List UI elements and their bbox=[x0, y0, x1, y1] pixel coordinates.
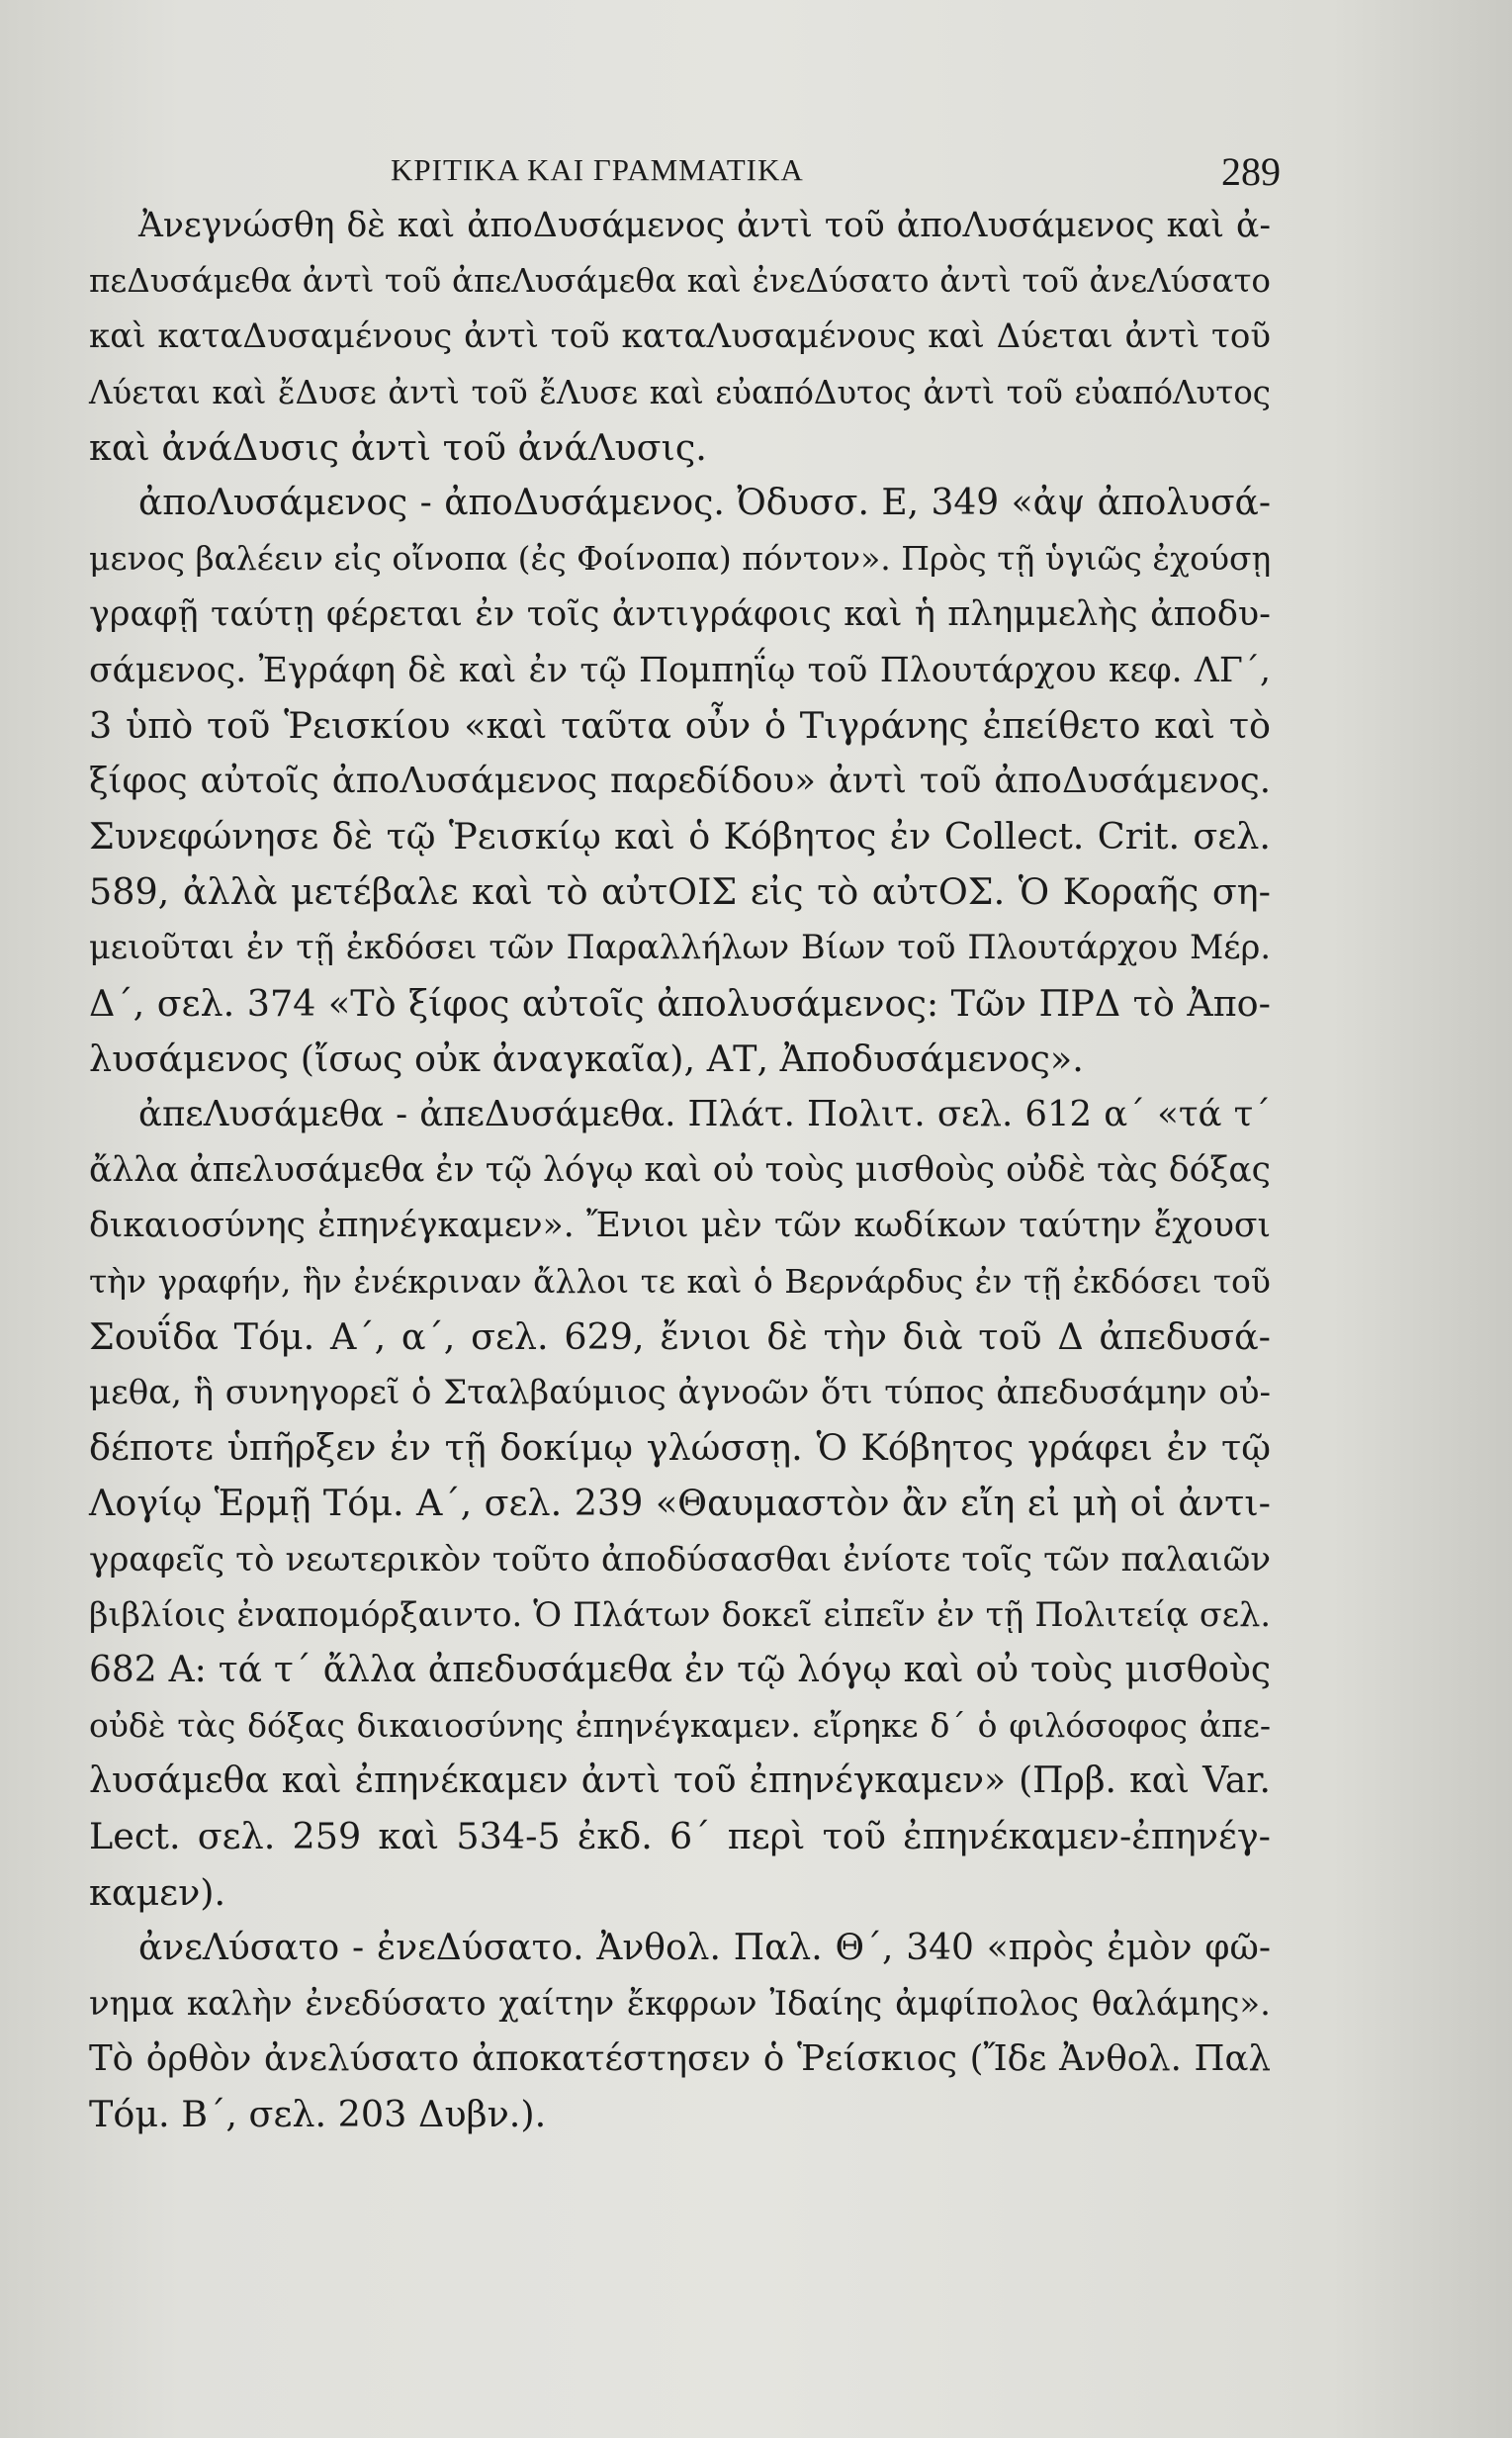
text-line: λυσάμεθα καὶ ἐπηνέκαμεν ἀντὶ τοῦ ἐπηνέγκαμεν» (Πρβ. καὶ Var. bbox=[89, 1761, 1271, 1802]
text-line: λυσάμενος (ἴσως οὐκ ἀναγκαῖα), ΑΤ, Ἀποδυσάμενος». bbox=[89, 1037, 1084, 1080]
text-line: δέποτε ὑπῆρξεν ἐν τῇ δοκίμῳ γλώσσῃ. Ὁ Κόβητος γράφει ἐν τῷ bbox=[89, 1426, 1271, 1470]
page-number: 289 bbox=[1221, 149, 1281, 194]
text-line: οὐδὲ τὰς δόξας δικαιοσύνης ἐπηνέγκαμεν. εἴρηκε δ΄ ὁ φιλόσοφος ἀπε- bbox=[89, 1706, 1271, 1746]
text-line: Τόμ. Β΄, σελ. 203 Δυβν.). bbox=[89, 2093, 547, 2136]
text-line: μεθα, ἣ συνηγορεῖ ὁ Σταλβαύμιος ἀγνοῶν ὅτι τύπος ἀπεδυσάμην οὐ- bbox=[89, 1372, 1271, 1412]
running-head: ΚΡΙΤΙΚΑ ΚΑΙ ΓΡΑΜΜΑΤΙΚΑ bbox=[391, 152, 804, 187]
text-line: βιβλίοις ἐναπομόρξαιντο. Ὁ Πλάτων δοκεῖ εἰπεῖν ἐν τῇ Πολιτείᾳ σελ. bbox=[89, 1594, 1271, 1634]
text-line: Συνεφώνησε δὲ τῷ Ῥεισκίῳ καὶ ὁ Κόβητος ἐν Collect. Crit. σελ. bbox=[89, 815, 1271, 858]
text-line: ἀποΛυσάμενος - ἀποΔυσάμενος. Ὀδυσσ. Ε, 349 «ἀψ ἀπολυσά- bbox=[138, 482, 1271, 523]
text-line: καμεν). bbox=[89, 1870, 226, 1914]
text-line: 3 ὑπὸ τοῦ Ῥεισκίου «καὶ ταῦτα οὖν ὁ Τιγράνης ἐπείθετο καὶ τὸ bbox=[89, 703, 1271, 747]
text-line: καὶ ἀνάΔυσις ἀντὶ τοῦ ἀνάΛυσις. bbox=[89, 425, 707, 469]
text-line: δικαιοσύνης ἐπηνέγκαμεν». Ἔνιοι μὲν τῶν κωδίκων ταύτην ἔχουσι bbox=[89, 1206, 1271, 1246]
text-line: Λογίῳ Ἑρμῇ Τόμ. Α΄, σελ. 239 «Θαυμαστὸν ἂν εἴη εἰ μὴ οἱ ἀντι- bbox=[89, 1482, 1271, 1525]
text-line: μενος βαλέειν εἰς οἴνοπα (ἐς Φοίνοπα) πόντον». Πρὸς τῇ ὑγιῶς ἐχούσῃ bbox=[89, 539, 1272, 579]
text-line: καὶ καταΔυσαμένους ἀντὶ τοῦ καταΛυσαμένους καὶ Δύεται ἀντὶ τοῦ bbox=[89, 316, 1271, 357]
text-line: Ἀνεγνώσθη δὲ καὶ ἀποΔυσάμενος ἀντὶ τοῦ ἀποΛυσάμενος καὶ ἀ- bbox=[138, 206, 1271, 245]
text-line: γραφῇ ταύτῃ φέρεται ἐν τοῖς ἀντιγράφοις καὶ ἡ πλημμελὴς ἀποδυ- bbox=[89, 594, 1271, 635]
text-line: γραφεῖς τὸ νεωτερικὸν τοῦτο ἀποδύσασθαι ἐνίοτε τοῖς τῶν παλαιῶν bbox=[89, 1539, 1271, 1580]
text-line: μειοῦται ἐν τῇ ἐκδόσει τῶν Παραλλήλων Βίων τοῦ Πλουτάρχου Μέρ. bbox=[89, 928, 1271, 967]
text-line: νημα καλὴν ἐνεδύσατο χαίτην ἔκφρων Ἰδαίης ἀμφίπολος θαλάμης». bbox=[89, 1984, 1271, 2024]
text-line: ξίφος αὐτοῖς ἀποΛυσάμενος παρεδίδου» ἀντὶ τοῦ ἀποΔυσάμενος. bbox=[89, 760, 1271, 801]
text-line: ἀνεΛύσατο - ἐνεΔύσατο. Ἀνθολ. Παλ. Θ΄, 340 «πρὸς ἐμὸν φῶ- bbox=[138, 1927, 1271, 1968]
page-header bbox=[391, 148, 1281, 198]
text-line: Λύεται καὶ ἔΔυσε ἀντὶ τοῦ ἔΛυσε καὶ εὐαπόΔυτος ἀντὶ τοῦ εὐαπόΛυτος bbox=[89, 373, 1271, 411]
text-line: Τὸ ὀρθὸν ἀνελύσατο ἀποκατέστησεν ὁ Ῥείσκιος (Ἴδε Ἀνθολ. Παλ bbox=[89, 2038, 1271, 2080]
text-line: σάμενος. Ἐγράφη δὲ καὶ ἐν τῷ Πομπηΐῳ τοῦ Πλουτάρχου κεφ. ΛΓ΄, bbox=[89, 650, 1271, 690]
text-line: τὴν γραφήν, ἣν ἐνέκριναν ἄλλοι τε καὶ ὁ Βερνάρδυς ἐν τῇ ἐκδόσει τοῦ bbox=[89, 1261, 1271, 1301]
text-line: Lect. σελ. 259 καὶ 534-5 ἐκδ. 6΄ περὶ τοῦ ἐπηνέκαμεν-ἐπηνέγ- bbox=[89, 1815, 1271, 1858]
text-line: 589, ἀλλὰ μετέβαλε καὶ τὸ αὐτΟΙΣ εἰς τὸ αὐτΟΣ. Ὁ Κοραῆς ση- bbox=[89, 870, 1271, 914]
text-line: Δ΄, σελ. 374 «Τὸ ξίφος αὐτοῖς ἀπολυσάμενος: Τῶν ΠΡΔ τὸ Ἀπο- bbox=[89, 981, 1271, 1025]
text-line: ἀπεΛυσάμεθα - ἀπεΔυσάμεθα. Πλάτ. Πολιτ. σελ. 612 α΄ «τά τ΄ bbox=[138, 1094, 1271, 1134]
body-text bbox=[89, 198, 1271, 2143]
text-line: πεΔυσάμεθα ἀντὶ τοῦ ἀπεΛυσάμεθα καὶ ἐνεΔύσατο ἀντὶ τοῦ ἀνεΛύσατο bbox=[89, 262, 1271, 301]
text-line: 682 Α: τά τ΄ ἄλλα ἀπεδυσάμεθα ἐν τῷ λόγῳ καὶ οὐ τοὺς μισθοὺς bbox=[89, 1649, 1271, 1690]
text-line: Σουΐδα Τόμ. Α΄, α΄, σελ. 629, ἔνιοι δὲ τὴν διὰ τοῦ Δ ἀπεδυσά- bbox=[89, 1314, 1271, 1358]
text-line: ἄλλα ἀπελυσάμεθα ἐν τῷ λόγῳ καὶ οὐ τοὺς μισθοὺς οὐδὲ τὰς δόξας bbox=[89, 1150, 1271, 1191]
